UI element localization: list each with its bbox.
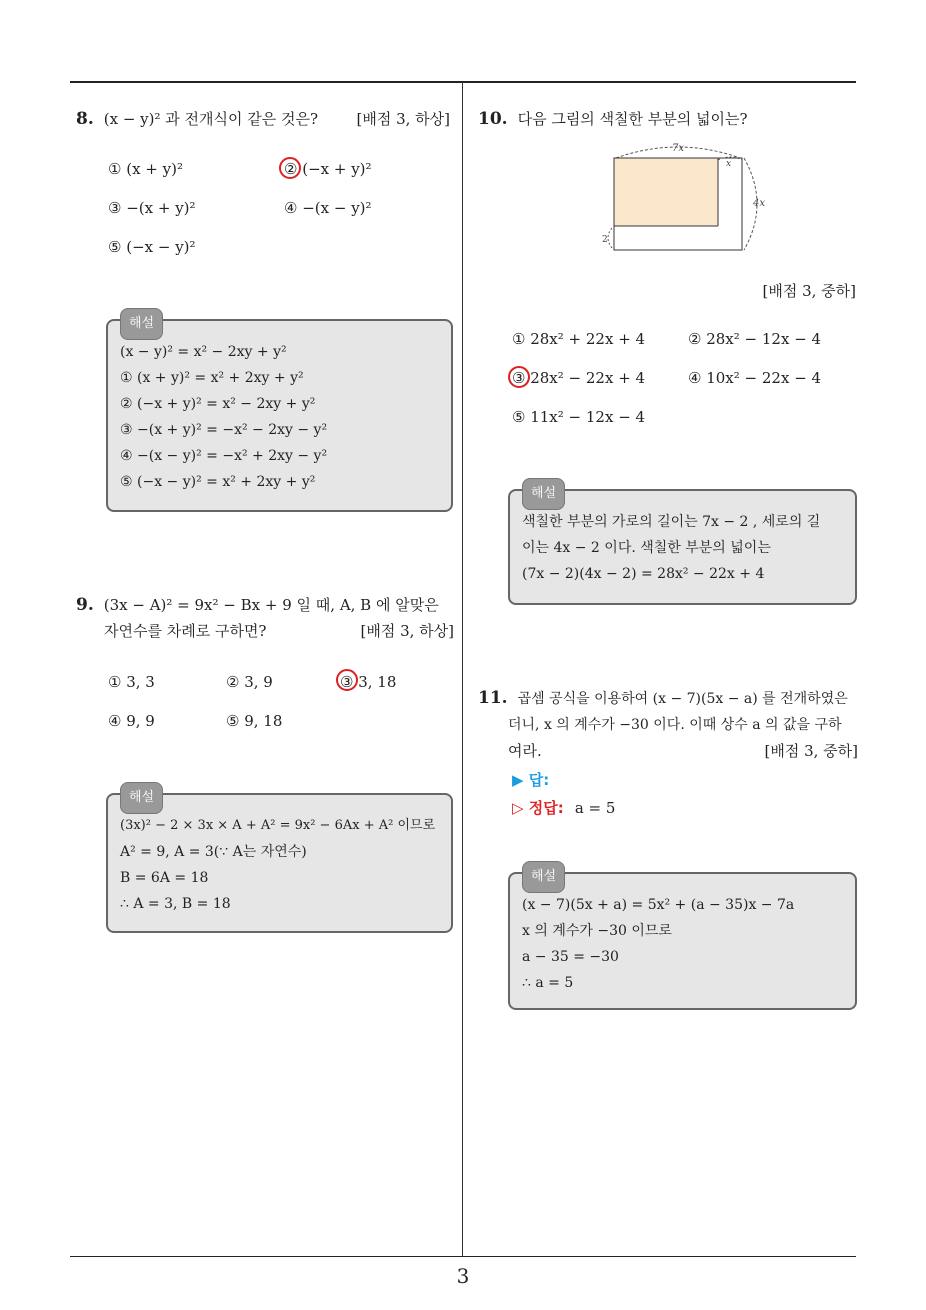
- correct-answer-label: ▷ 정답:: [512, 799, 564, 817]
- option-3[interactable]: ③ −(x + y)²: [108, 199, 196, 217]
- solution-line: ③ −(x + y)² = −x² − 2xy − y²: [120, 422, 328, 438]
- solution-tag: 해설: [522, 478, 565, 510]
- question-number: 8.: [76, 109, 94, 129]
- option-5[interactable]: ⑤ 11x² − 12x − 4: [512, 408, 646, 426]
- selected-answer-circle: [279, 157, 301, 179]
- solution-tag: 해설: [522, 861, 565, 893]
- bottom-label: 2: [602, 235, 608, 245]
- question-text: (x − y)² 과 전개식이 같은 것은?: [103, 110, 319, 128]
- rectangle-figure: [598, 140, 768, 255]
- solution-line: x 의 계수가 −30 이므로: [522, 923, 672, 939]
- solution-line: A² = 9, A = 3(∵ A는 자연수): [120, 844, 307, 860]
- question-number: 9.: [76, 595, 94, 615]
- solution-box: [106, 790, 453, 933]
- correct-answer-row: [512, 797, 615, 818]
- question-text: 자연수를 차례로 구하면?: [104, 622, 267, 640]
- question-text: 다음 그림의 색칠한 부분의 넓이는?: [517, 110, 748, 128]
- question-text: 더니, x 의 계수가 −30 이다. 이때 상수 a 의 값을 구하: [508, 717, 842, 733]
- selected-answer-circle: [508, 366, 530, 388]
- page-number: 3: [456, 1264, 470, 1288]
- column-divider: [462, 82, 463, 1257]
- question-text: (3x − A)² = 9x² − Bx + 9 일 때, A, B 에 알맞은: [103, 596, 439, 614]
- question-source: [배점 3, 하상]: [360, 622, 454, 640]
- solution-line: ⑤ (−x − y)² = x² + 2xy + y²: [120, 474, 316, 490]
- question-11: [478, 685, 858, 764]
- solution-line: ④ −(x − y)² = −x² + 2xy − y²: [120, 448, 328, 464]
- bottom-dimension-arc: [608, 228, 612, 248]
- correct-answer-value: a = 5: [574, 799, 616, 817]
- solution-tag: 해설: [120, 308, 163, 340]
- option-3[interactable]: ③ 28x² − 22x + 4: [512, 369, 646, 387]
- option-1[interactable]: ① 3, 3: [108, 673, 155, 691]
- question-source: [배점 3, 중하]: [764, 742, 858, 760]
- top-rule: [70, 81, 856, 83]
- small-label: x: [726, 159, 732, 169]
- solution-box: [508, 486, 857, 605]
- option-2[interactable]: ② 3, 9: [226, 673, 273, 691]
- option-2[interactable]: ② 28x² − 12x − 4: [688, 330, 822, 348]
- option-2[interactable]: ② (−x + y)²: [284, 160, 372, 178]
- bottom-rule: [70, 1256, 856, 1257]
- question-source: [배점 3, 중하]: [762, 282, 856, 300]
- question-text: 곱셈 공식을 이용하여 (x − 7)(5x − a) 를 전개하였은: [517, 691, 848, 707]
- question-source: [배점 3, 하상]: [356, 110, 450, 128]
- option-1[interactable]: ① (x + y)²: [108, 160, 183, 178]
- solution-tag: 해설: [120, 782, 163, 814]
- question-number: 10.: [478, 109, 508, 129]
- option-4[interactable]: ④ −(x − y)²: [284, 199, 372, 217]
- solution-line: (3x)² − 2 × 3x × A + A² = 9x² − 6Ax + A² 이므로: [120, 818, 436, 833]
- solution-line: B = 6A = 18: [120, 870, 209, 886]
- solution-line: 색칠한 부분의 가로의 길이는 7x − 2 , 세로의 길: [522, 514, 821, 530]
- answer-label: ▶ 답:: [512, 771, 550, 789]
- option-5[interactable]: ⑤ 9, 18: [226, 712, 283, 730]
- solution-line: 이는 4x − 2 이다. 색칠한 부분의 넓이는: [522, 540, 771, 556]
- question-9: [76, 592, 454, 644]
- option-4[interactable]: ④ 9, 9: [108, 712, 155, 730]
- option-3[interactable]: ③ 3, 18: [340, 673, 397, 691]
- question-10: [478, 106, 856, 132]
- question-8: [76, 106, 450, 132]
- solution-line: (7x − 2)(4x − 2) = 28x² − 22x + 4: [522, 566, 765, 582]
- solution-box: [106, 316, 453, 512]
- solution-line: ∴ A = 3, B = 18: [120, 896, 231, 912]
- solution-line: ∴ a = 5: [522, 975, 574, 991]
- option-1[interactable]: ① 28x² + 22x + 4: [512, 330, 646, 348]
- solution-line: (x − 7)(5x + a) = 5x² + (a − 35)x − 7a: [522, 897, 795, 913]
- question-number: 11.: [478, 688, 508, 708]
- question-text: 여라.: [508, 742, 542, 760]
- answer-input-row[interactable]: [512, 769, 549, 790]
- solution-line: (x − y)² = x² − 2xy + y²: [120, 344, 287, 360]
- solution-line: a − 35 = −30: [522, 949, 619, 965]
- solution-line: ② (−x + y)² = x² − 2xy + y²: [120, 396, 316, 412]
- option-4[interactable]: ④ 10x² − 22x − 4: [688, 369, 822, 387]
- solution-line: ① (x + y)² = x² + 2xy + y²: [120, 370, 304, 386]
- shaded-region: [614, 158, 718, 226]
- selected-answer-circle: [336, 669, 358, 691]
- side-label: 4x: [753, 198, 766, 209]
- option-5[interactable]: ⑤ (−x − y)²: [108, 238, 196, 256]
- top-label: 7x: [672, 143, 685, 154]
- solution-box: [508, 869, 857, 1010]
